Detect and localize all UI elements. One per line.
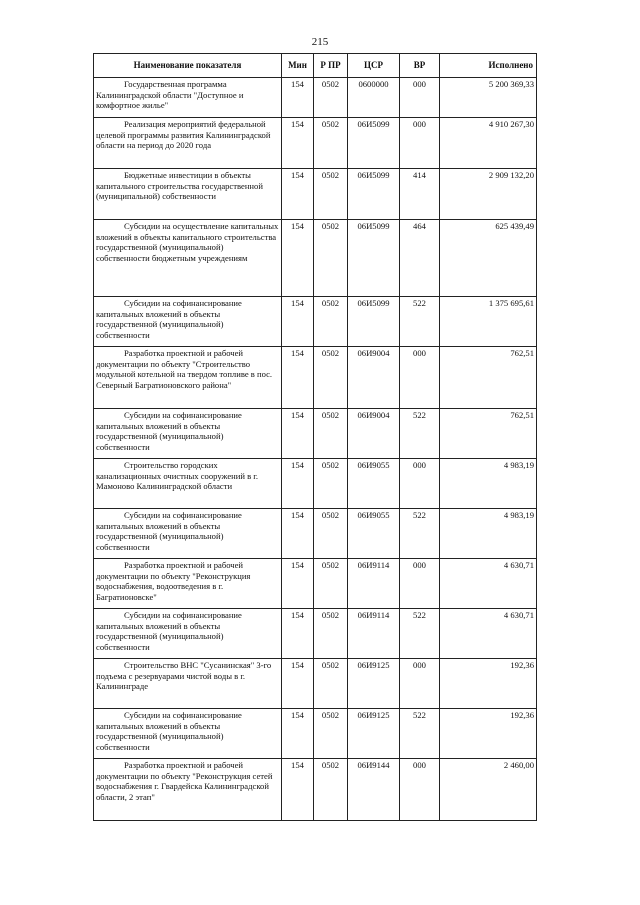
row-csr: 06И9055 xyxy=(348,459,400,509)
table-row xyxy=(94,709,537,759)
page-number: 215 xyxy=(311,36,329,48)
row-name xyxy=(94,509,282,559)
row-amount: 4 910 267,30 xyxy=(440,118,537,169)
table-row xyxy=(94,78,537,118)
row-vr: 000 xyxy=(400,659,440,709)
row-vr: 522 xyxy=(400,297,440,347)
row-rpr: 0502 xyxy=(314,659,348,709)
row-min: 154 xyxy=(282,220,314,297)
row-vr: 522 xyxy=(400,609,440,659)
row-name xyxy=(94,118,282,169)
row-csr: 06И5099 xyxy=(348,220,400,297)
row-min: 154 xyxy=(282,169,314,220)
row-amount: 762,51 xyxy=(440,409,537,459)
row-vr: 000 xyxy=(400,118,440,169)
row-name xyxy=(94,659,282,709)
row-rpr: 0502 xyxy=(314,118,348,169)
row-min: 154 xyxy=(282,409,314,459)
row-min: 154 xyxy=(282,759,314,821)
row-vr: 522 xyxy=(400,709,440,759)
row-name-text: Реализация мероприятий федеральной целевой программы развития Калининградской области на период до 2020 года xyxy=(96,119,271,151)
row-amount: 625 439,49 xyxy=(440,220,537,297)
row-vr: 000 xyxy=(400,759,440,821)
row-rpr: 0502 xyxy=(314,459,348,509)
row-name xyxy=(94,559,282,609)
row-csr: 06И9055 xyxy=(348,509,400,559)
row-name-text: Разработка проектной и рабочей документации по объекту "Строительство модульной котельной на твердом топливе в пос. Северный Багратионовского района" xyxy=(96,348,273,390)
row-name xyxy=(94,459,282,509)
row-csr: 06И9114 xyxy=(348,609,400,659)
row-name-text: Строительство ВНС "Сусанинская" 3-го подъема с резервуарами чистой воды в г. Калининграде xyxy=(96,660,272,692)
row-vr: 464 xyxy=(400,220,440,297)
row-csr: 06И5099 xyxy=(348,118,400,169)
row-vr: 522 xyxy=(400,409,440,459)
row-rpr: 0502 xyxy=(314,347,348,409)
row-name-text: Строительство городских канализационных очистных сооружений в г. Мамоново Калининградской области xyxy=(96,460,259,492)
row-min: 154 xyxy=(282,78,314,118)
table-row xyxy=(94,409,537,459)
row-name xyxy=(94,78,282,118)
row-min: 154 xyxy=(282,297,314,347)
row-amount: 2 460,00 xyxy=(440,759,537,821)
row-name xyxy=(94,169,282,220)
row-rpr: 0502 xyxy=(314,297,348,347)
row-amount: 4 630,71 xyxy=(440,609,537,659)
row-amount: 1 375 695,61 xyxy=(440,297,537,347)
table-row xyxy=(94,459,537,509)
row-vr: 414 xyxy=(400,169,440,220)
header-amount: Исполнено xyxy=(440,54,537,78)
row-name xyxy=(94,220,282,297)
table-row xyxy=(94,220,537,297)
row-min: 154 xyxy=(282,559,314,609)
table-row xyxy=(94,559,537,609)
row-min: 154 xyxy=(282,609,314,659)
row-min: 154 xyxy=(282,347,314,409)
row-csr: 06И9125 xyxy=(348,709,400,759)
row-name-text: Разработка проектной и рабочей документации по объекту "Реконструкция сетей водоснабжения г. Гвардейска Калининградской области, 2 этап" xyxy=(96,760,273,802)
row-name-text: Государственная программа Калининградской области "Доступное и комфортное жилье" xyxy=(96,79,244,111)
row-csr: 06И5099 xyxy=(348,297,400,347)
row-min: 154 xyxy=(282,118,314,169)
table-row xyxy=(94,659,537,709)
header-name: Наименование показателя xyxy=(94,54,282,78)
table-row xyxy=(94,118,537,169)
row-min: 154 xyxy=(282,459,314,509)
row-amount: 762,51 xyxy=(440,347,537,409)
row-name-text: Субсидии на осуществление капитальных вложений в объекты капитального строительства государственной (муниципальной) собственности бюджетным учреждениям xyxy=(96,221,279,263)
row-vr: 000 xyxy=(400,559,440,609)
row-amount: 4 983,19 xyxy=(440,459,537,509)
header-vr: ВР xyxy=(400,54,440,78)
row-min: 154 xyxy=(282,509,314,559)
row-name xyxy=(94,297,282,347)
table-row xyxy=(94,509,537,559)
table-row xyxy=(94,347,537,409)
row-vr: 000 xyxy=(400,347,440,409)
row-amount: 192,36 xyxy=(440,709,537,759)
row-csr: 06И9144 xyxy=(348,759,400,821)
row-csr: 0600000 xyxy=(348,78,400,118)
row-min: 154 xyxy=(282,709,314,759)
row-vr: 522 xyxy=(400,509,440,559)
row-name-text: Субсидии на софинансирование капитальных вложений в объекты государственной (муниципальной) собственности xyxy=(96,298,242,340)
row-rpr: 0502 xyxy=(314,759,348,821)
table-row xyxy=(94,169,537,220)
row-amount: 4 630,71 xyxy=(440,559,537,609)
row-rpr: 0502 xyxy=(314,709,348,759)
table-header xyxy=(94,54,537,78)
row-vr: 000 xyxy=(400,78,440,118)
row-rpr: 0502 xyxy=(314,509,348,559)
row-rpr: 0502 xyxy=(314,409,348,459)
row-csr: 06И9004 xyxy=(348,409,400,459)
row-amount: 5 200 369,33 xyxy=(440,78,537,118)
row-amount: 192,36 xyxy=(440,659,537,709)
row-csr: 06И9004 xyxy=(348,347,400,409)
row-amount: 4 983,19 xyxy=(440,509,537,559)
row-name-text: Бюджетные инвестиции в объекты капитального строительства государственной (муниципальной) собственности xyxy=(96,170,263,202)
table-row xyxy=(94,297,537,347)
table-body xyxy=(94,78,537,821)
budget-execution-table xyxy=(93,53,537,821)
row-rpr: 0502 xyxy=(314,220,348,297)
row-amount: 2 909 132,20 xyxy=(440,169,537,220)
row-name xyxy=(94,409,282,459)
header-rpr: Р ПР xyxy=(314,54,348,78)
row-csr: 06И9125 xyxy=(348,659,400,709)
row-name-text: Субсидии на софинансирование капитальных вложений в объекты государственной (муниципальной) собственности xyxy=(96,610,242,652)
row-rpr: 0502 xyxy=(314,169,348,220)
row-rpr: 0502 xyxy=(314,559,348,609)
row-name xyxy=(94,347,282,409)
row-name-text: Субсидии на софинансирование капитальных вложений в объекты государственной (муниципальной) собственности xyxy=(96,510,242,552)
header-csr: ЦСР xyxy=(348,54,400,78)
row-name-text: Субсидии на софинансирование капитальных вложений в объекты государственной (муниципальной) собственности xyxy=(96,410,242,452)
row-name-text: Разработка проектной и рабочей документации по объекту "Реконструкция водоснабжения, водоотведения в г. Багратионовске" xyxy=(96,560,251,602)
row-csr: 06И5099 xyxy=(348,169,400,220)
row-csr: 06И9114 xyxy=(348,559,400,609)
row-rpr: 0502 xyxy=(314,78,348,118)
row-min: 154 xyxy=(282,659,314,709)
row-name xyxy=(94,759,282,821)
row-rpr: 0502 xyxy=(314,609,348,659)
header-min: Мин xyxy=(282,54,314,78)
row-vr: 000 xyxy=(400,459,440,509)
table-row xyxy=(94,759,537,821)
row-name xyxy=(94,609,282,659)
row-name xyxy=(94,709,282,759)
row-name-text: Субсидии на софинансирование капитальных вложений в объекты государственной (муниципальной) собственности xyxy=(96,710,242,752)
table-row xyxy=(94,609,537,659)
